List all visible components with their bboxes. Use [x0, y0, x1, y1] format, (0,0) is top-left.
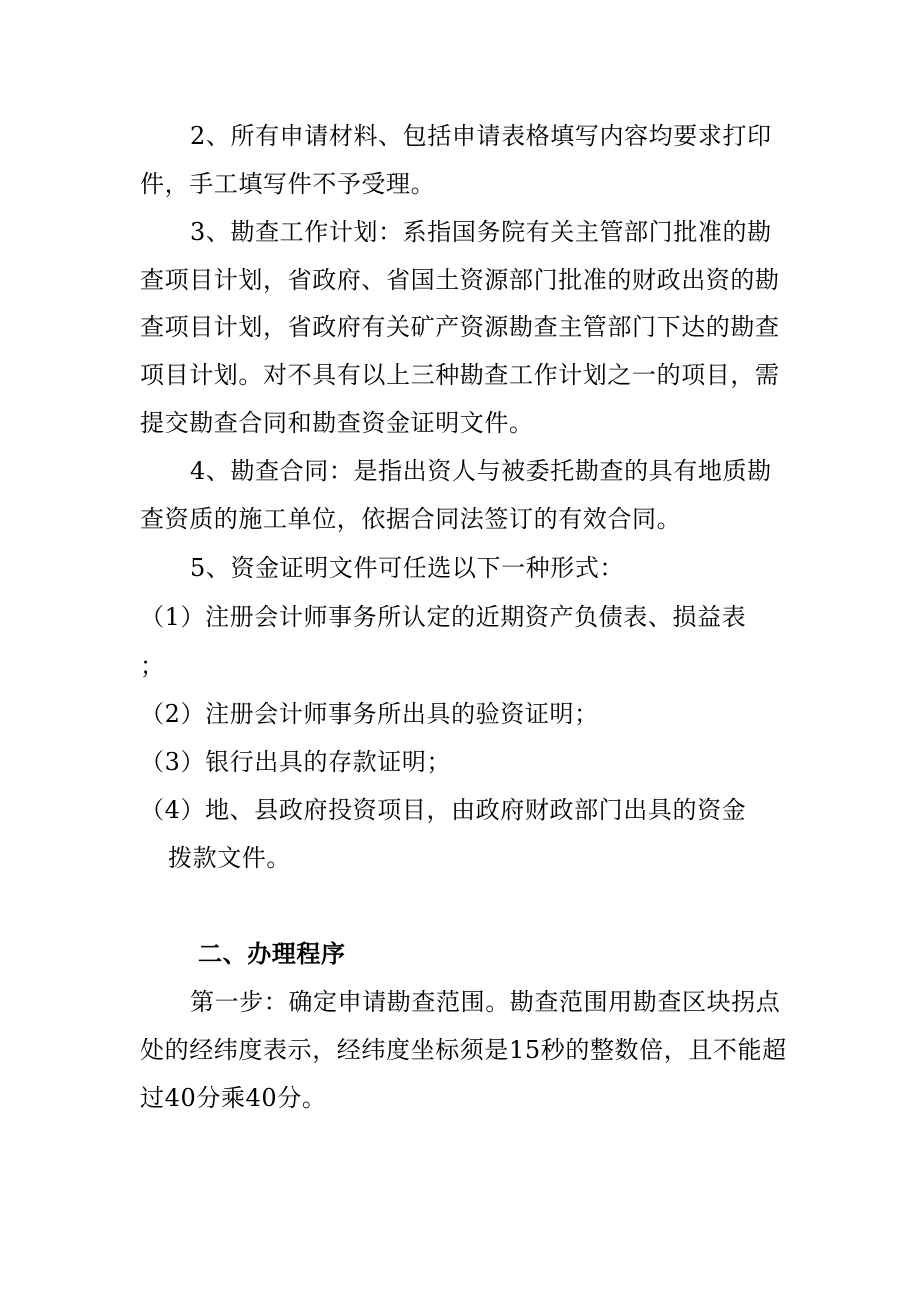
paragraph-3-line-2: 查项目计划，省政府、省国土资源部门批准的财政出资的勘: [140, 266, 780, 294]
section-heading: 二、办理程序: [198, 940, 346, 968]
paragraph-3-line-3: 查项目计划，省政府有关矿产资源勘查主管部门下达的勘查: [140, 313, 780, 341]
paragraph-2-line-1: 2、所有申请材料、包括申请表格填写内容均要求打印: [190, 122, 772, 150]
step-paragraph-line-3: 过40分乘40分。: [140, 1084, 327, 1112]
item-4-line-2: 拨款文件。: [168, 844, 291, 872]
item-2-line-1: （2）注册会计师事务所出具的验资证明；: [140, 700, 599, 728]
item-1-line-2: ；: [140, 652, 165, 680]
paragraph-2-line-2: 件，手工填写件不予受理。: [140, 170, 436, 198]
item-1-line-1: （1）注册会计师事务所认定的近期资产负债表、损益表: [140, 603, 747, 631]
paragraph-4-line-1: 4、勘查合同：是指出资人与被委托勘查的具有地质勘: [190, 457, 772, 485]
item-4-line-1: （4）地、县政府投资项目，由政府财政部门出具的资金: [140, 796, 747, 824]
step-paragraph-line-2: 处的经纬度表示，经纬度坐标须是15秒的整数倍，且不能超: [140, 1036, 787, 1064]
item-3-line-1: （3）银行出具的存款证明；: [140, 748, 452, 776]
paragraph-3-line-4: 项目计划。对不具有以上三种勘查工作计划之一的项目，需: [140, 361, 780, 389]
paragraph-3-line-1: 3、勘查工作计划：系指国务院有关主管部门批准的勘: [190, 218, 772, 246]
step-paragraph-line-1: 第一步：确定申请勘查范围。勘查范围用勘查区块拐点: [190, 988, 781, 1016]
paragraph-4-line-2: 查资质的施工单位，依据合同法签订的有效合同。: [140, 505, 682, 533]
paragraph-5-line-1: 5、资金证明文件可任选以下一种形式：: [190, 554, 625, 582]
paragraph-3-line-5: 提交勘查合同和勘查资金证明文件。: [140, 409, 534, 437]
